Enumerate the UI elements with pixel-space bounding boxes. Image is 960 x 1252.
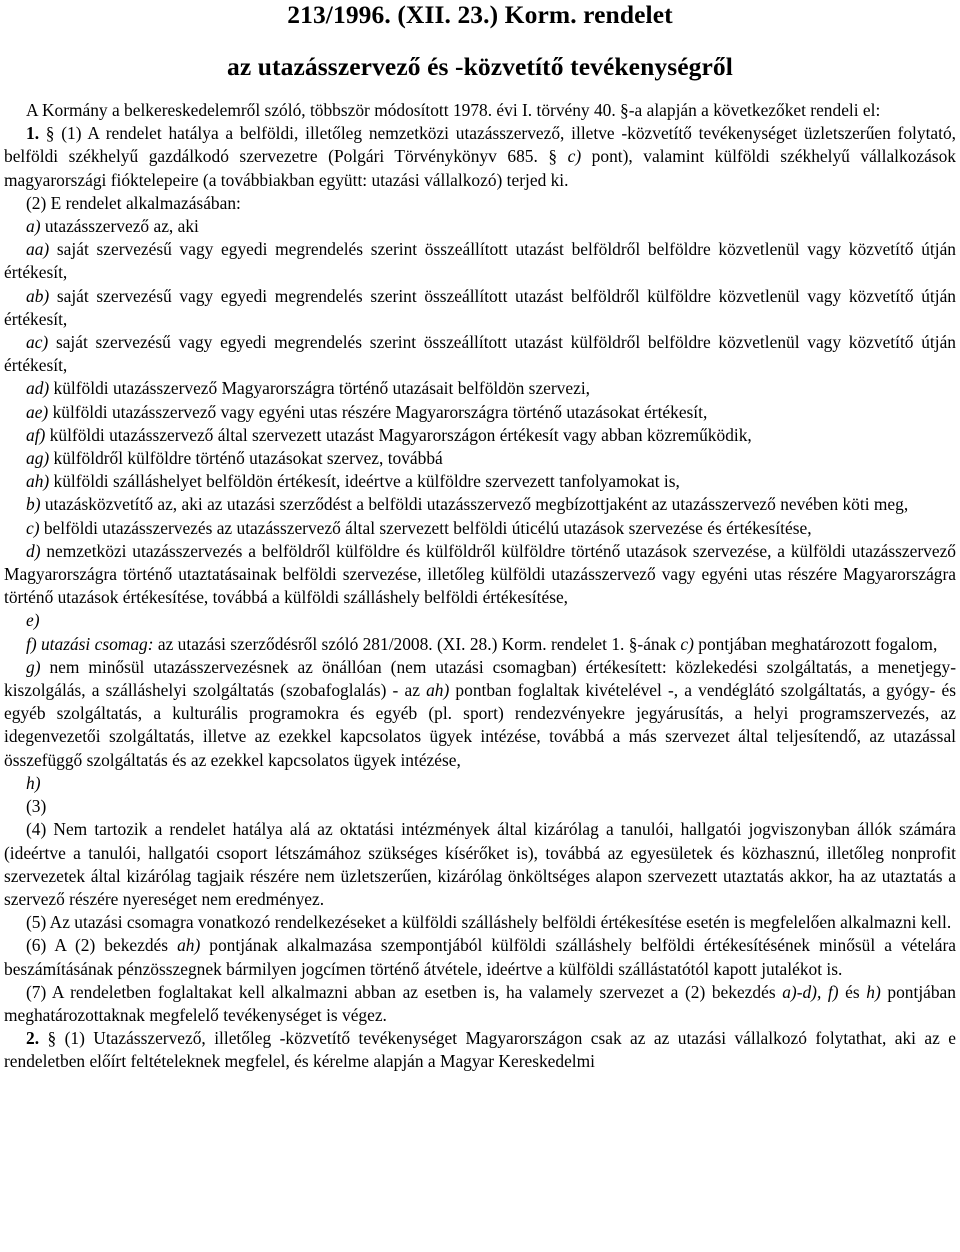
item-label: b) [26, 494, 41, 515]
list-item [4, 609, 956, 632]
paragraph-text: § (1) A rendelet hatálya a belföldi, illetőleg nemzetközi utazásszervező, illetve -közvetítő tevékenységet üzletszerűen folytató, belföldi székhelyű gazdálkodó szervezetre (Polgári Törvénykönyv 685. § [4, 123, 956, 167]
list-item [4, 424, 956, 447]
item-text: utazásszervező az, aki [40, 216, 199, 237]
item-label: af) [26, 424, 46, 445]
item-label: ad) [26, 378, 50, 399]
paragraph-text: § (1) Utazásszervező, illetőleg -közvetítő tevékenységet Magyarországon csak az az utazási vállalkozó folytathat, aki az e rendeletben előírt feltételeknek megfelel, és kérelme alapján a Magyar Kereskedelmi [4, 1028, 956, 1072]
list-item [4, 470, 956, 493]
paragraph-5: (5) Az utazási csomagra vonatkozó rendelkezéseket a külföldi szálláshely belföldi értékesítése esetén is megfelelően alkalmazni kell. [26, 912, 952, 933]
paragraph-6 [4, 934, 956, 980]
item-label: ac) [26, 332, 49, 353]
list-item-f [4, 633, 956, 656]
point-ref: h) [866, 981, 881, 1002]
item-label: ab) [26, 285, 50, 306]
section-2-paragraph-1 [4, 1027, 956, 1073]
paragraph-7 [4, 981, 956, 1027]
paragraph-text: pontjában meghatározottaknak megfelelő tevékenységet is végez. [4, 981, 956, 1025]
item-label: ae) [26, 401, 49, 422]
document-body [4, 99, 956, 1074]
list-item-h [4, 772, 956, 795]
section-number: 2. [26, 1028, 40, 1049]
section-number: 1. [26, 123, 40, 144]
item-text: nemzetközi utazásszervezés a belföldről külföldre és külföldről külföldre történő utazások szervezése, a külföldi utazásszervező Magyarországra történő utaztatásainak belföldi szervezése, illetőleg külföldi utazásszervező vagy egyéni utas részére Magyarországra történő utazások értékesítése, továbbá a külföldi szálláshely belföldi értékesítése, [4, 540, 956, 608]
item-text: nem minősül utazásszervezésnek az önállóan (nem utazási csomagban) értékesített: közlekedési szolgáltatás, a menetjegy-kiszolgálás, a szálláshelyi szolgáltatás (szobafoglalás) - az [4, 656, 956, 701]
paragraph-text: (6) A (2) bekezdés [26, 935, 178, 956]
paragraph-text: (7) A rendeletben foglaltakat kell alkalmazni abban az esetben is, ha valamely szervezet a (2) bekezdés [26, 981, 783, 1002]
item-label: g) [26, 656, 41, 677]
paragraph-3: (3) [26, 796, 47, 817]
item-label: aa) [26, 239, 50, 260]
point-ref: c) [680, 633, 694, 654]
item-label: h) [26, 772, 41, 793]
section-1-paragraph-2: (2) E rendelet alkalmazásában: [26, 192, 241, 213]
list-item [4, 517, 956, 540]
item-label: e) [26, 610, 40, 631]
item-label: ag) [26, 448, 50, 469]
item-text: saját szervezésű vagy egyedi megrendelés szerint összeállított utazást belföldről belföldre közvetlenül vagy közvetítő útján értékesít, [4, 239, 956, 283]
list-item [4, 331, 956, 377]
point-ref: c) [567, 146, 582, 167]
item-text: külföldi szálláshelyet belföldön értékesít, ideértve a külföldre szervezett tanfolyamokat is, [49, 471, 680, 492]
document-title: 213/1996. (XII. 23.) Korm. rendelet [287, 0, 673, 29]
list-item [4, 493, 956, 516]
point-ref: ah) [426, 680, 450, 701]
list-item [4, 540, 956, 610]
item-label: ah) [26, 471, 50, 492]
item-text: külföldi utazásszervező által szervezett utazást Magyarországon értékesít vagy abban közreműködik, [45, 424, 752, 445]
item-text: saját szervezésű vagy egyedi megrendelés szerint összeállított utazást külföldről belföldre közvetlenül vagy közvetítő útján értékesít, [4, 332, 956, 376]
point-ref: a)-d), f) [782, 981, 839, 1002]
item-text: az utazási szerződésről szóló 281/2008. (XI. 28.) Korm. rendelet 1. §-ának [153, 633, 681, 654]
item-label: d) [26, 540, 41, 561]
item-text: külföldi utazásszervező vagy egyéni utas részére Magyarországra történő utazásokat értékesít, [48, 401, 708, 422]
item-text: utazásközvetítő az, aki az utazási szerződést a belföldi utazásszervező megbízottjaként az utazásszervező nevében köti meg, [40, 494, 909, 515]
list-item [4, 447, 956, 470]
list-item [4, 215, 956, 238]
list-item-g [4, 656, 956, 772]
document-subtitle: az utazásszervező és -közvetítő tevékenységről [227, 52, 733, 81]
item-label: a) [26, 216, 41, 237]
item-text: külföldről külföldre történő utazásokat szervez, továbbá [49, 448, 443, 469]
item-label: c) [26, 517, 40, 538]
paragraph-text: és [838, 981, 867, 1002]
paragraph-4: (4) Nem tartozik a rendelet hatálya alá az oktatási intézmények által kizárólag a tanulói, hallgatói jogviszonyban állók számára (ideértve a tanulói, hallgatói csoport létszámához szükséges kísérőket is), továbbá az egyesületek és közhasznú, illetőleg nonprofit szervezetek által kizárólag tagjaik részére nem üzletszerűen, kizárólag önköltséges alapon szervezett utaztatás akkor, ha az utaztatás a szervező részére nyereséget nem eredményez. [4, 819, 956, 909]
paragraph-text: pont), valamint külföldi székhelyű vállalkozások magyarországi fióktelepeire (a továbbiakban együtt: utazási vállalkozó) terjed ki. [4, 146, 956, 190]
item-text: külföldi utazásszervező Magyarországra történő utazásait belföldön szervezi, [49, 378, 590, 399]
point-ref: ah) [177, 935, 201, 956]
item-text: pontjában meghatározott fogalom, [693, 633, 938, 654]
preamble: A Kormány a belkereskedelemről szóló, többször módosított 1978. évi I. törvény 40. §-a alapján a következőket rendeli el: [26, 100, 881, 120]
item-text: saját szervezésű vagy egyedi megrendelés szerint összeállított utazást belföldről külföldre közvetlenül vagy közvetítő útján értékesít, [4, 285, 956, 329]
list-item [4, 285, 956, 331]
item-text: pontban foglaltak kivételével -, a vendéglátó szolgáltatás, a gyógy- és egyéb szolgáltatás, a kulturális programokra és egyéb (pl. sport) rendezvényekre jegyárusítás, a helyi programszervezés, az idegenvezetői szolgáltatás, illetve az ezekkel kapcsolatos ügyek intézése, továbbá a más szervezet által teljesítendő, az utazással összefüggő szolgáltatás és az ezekkel kapcsolatos ügyek intézése, [4, 680, 956, 770]
item-label: f) utazási csomag: [26, 633, 154, 654]
paragraph-text: pontjának alkalmazása szempontjából külföldi szálláshely belföldi értékesítésének minősül a vételára beszámításának pénzösszegnek bármilyen jogcímen történő átvétele, ideértve a külföldi szállástatótól kapott jutalékot is. [4, 935, 956, 979]
list-item [4, 401, 956, 424]
list-item [4, 377, 956, 400]
list-item [4, 238, 956, 284]
section-1-paragraph-1 [4, 122, 956, 192]
item-text: belföldi utazásszervezés az utazásszervező által szervezett belföldi úticélú utazások szervezése és értékesítése, [39, 517, 812, 538]
